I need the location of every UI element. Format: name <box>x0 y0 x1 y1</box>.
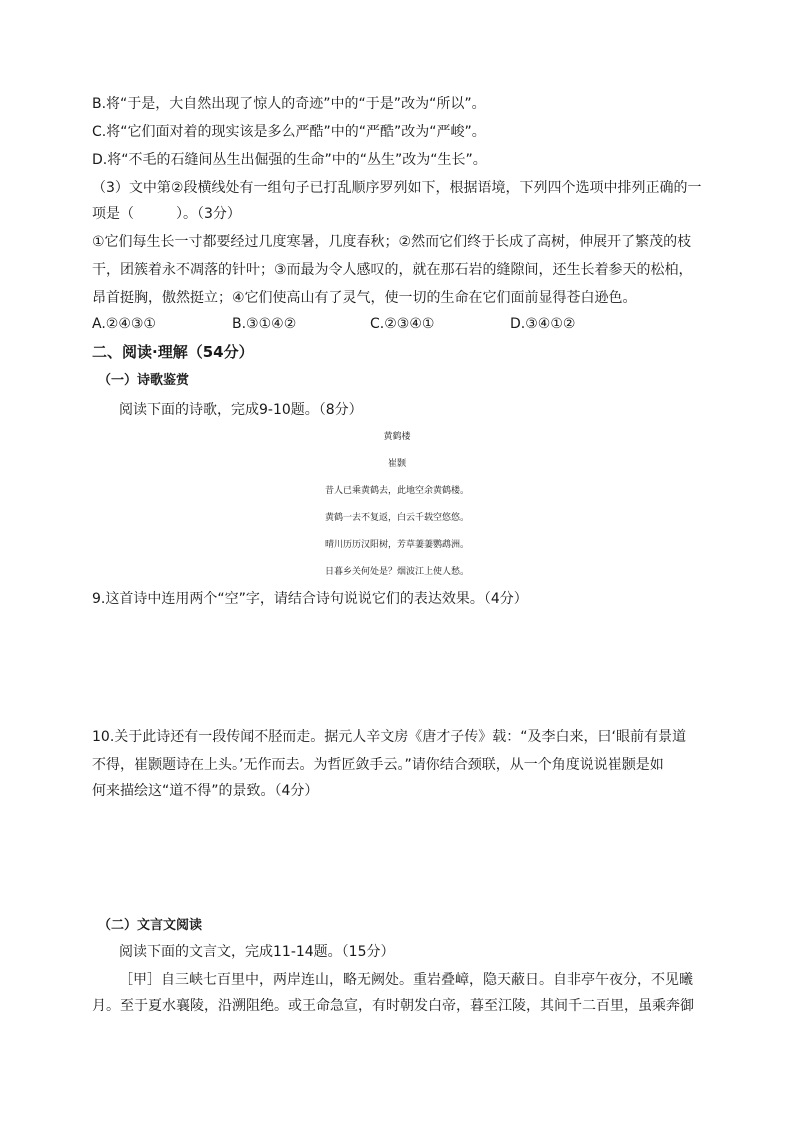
poem-line: 黄鹤一去不复返，白云千载空悠悠。 <box>324 513 469 523</box>
section-2-title: 二、阅读·理解（54分） <box>92 343 254 361</box>
poem-title: 黄鹤楼 <box>383 432 411 442</box>
choice-b: B.将“于是，大自然出现了惊人的奇迹”中的“于是”改为“所以”。 <box>92 96 486 112</box>
question-3-sentences-end: 昂首挺胸，傲然挺立；④它们使高山有了灵气，使一切的生命在它们面前显得苍白逊色。 <box>92 290 637 306</box>
classical-text-cont: 月。至于夏水襄陵，沿溯阻绝。或王命急宣，有时朝发白帝，暮至江陵，其间千二百里，虽乘奔御 <box>92 998 694 1014</box>
question-9: 9.这首诗中连用两个“空”字，请结合诗句说说它们的表达效果。（4分） <box>92 591 528 607</box>
option-a: A.②④③① <box>92 316 156 332</box>
option-c: C.②③④① <box>370 316 435 332</box>
poem-line: 日暮乡关何处是？烟波江上使人愁。 <box>324 567 469 577</box>
question-3-sentences: ①它们每生长一寸都要经过几度寒暑，几度春秋；②然而它们终于长成了高树，伸展开了繁茂的枝 <box>92 234 692 250</box>
question-10-end: 何来描绘这“道不得”的景致。（4分） <box>92 783 319 799</box>
option-d: D.③④①② <box>510 316 576 332</box>
question-3-stem-cont: 项是（ ）。（3分） <box>92 206 241 222</box>
poetry-subheading: （一）诗歌鉴赏 <box>98 373 190 388</box>
question-10: 10.关于此诗还有一段传闻不胫而走。据元人辛文房《唐才子传》载：“及李白来，曰‘眼前有景道 <box>92 729 686 745</box>
question-3-stem: （3）文中第②段横线处有一组句子已打乱顺序罗列如下，根据语境，下列四个选项中排列正确的一 <box>92 180 702 196</box>
poem-author: 崔颢 <box>387 459 406 469</box>
poem-line: 昔人已乘黄鹤去，此地空余黄鹤楼。 <box>324 486 469 496</box>
classical-instruction: 阅读下面的文言文，完成11-14题。（15分） <box>119 944 395 960</box>
choice-c: C.将“它们面对着的现实该是多么严酷”中的“严酷”改为“严峻”。 <box>92 124 486 140</box>
question-10-cont: 不得，崔颢题诗在上头。’无作而去。为哲匠敛手云。”请你结合颈联，从一个角度说说崔颢是如 <box>92 757 664 773</box>
classical-text: ［甲］自三峡七百里中，两岸连山，略无阙处。重岩叠嶂，隐天蔽日。自非亭午夜分，不见曦 <box>119 972 693 988</box>
poetry-instruction: 阅读下面的诗歌，完成9-10题。（8分） <box>119 402 363 418</box>
option-b: B.③①④② <box>232 316 297 332</box>
question-3-sentences-cont: 干，团簇着永不凋落的针叶；③而最为令人感叹的，就在那石岩的缝隙间，还生长着参天的松柏， <box>92 262 693 278</box>
choice-d: D.将“不毛的石缝间丛生出倔强的生命”中的“丛生”改为“生长”。 <box>92 152 487 168</box>
poem-line: 晴川历历汉阳树，芳草萋萋鹦鹉洲。 <box>324 540 469 550</box>
classical-subheading: （二）文言文阅读 <box>98 918 203 933</box>
question-3-options <box>92 314 692 334</box>
